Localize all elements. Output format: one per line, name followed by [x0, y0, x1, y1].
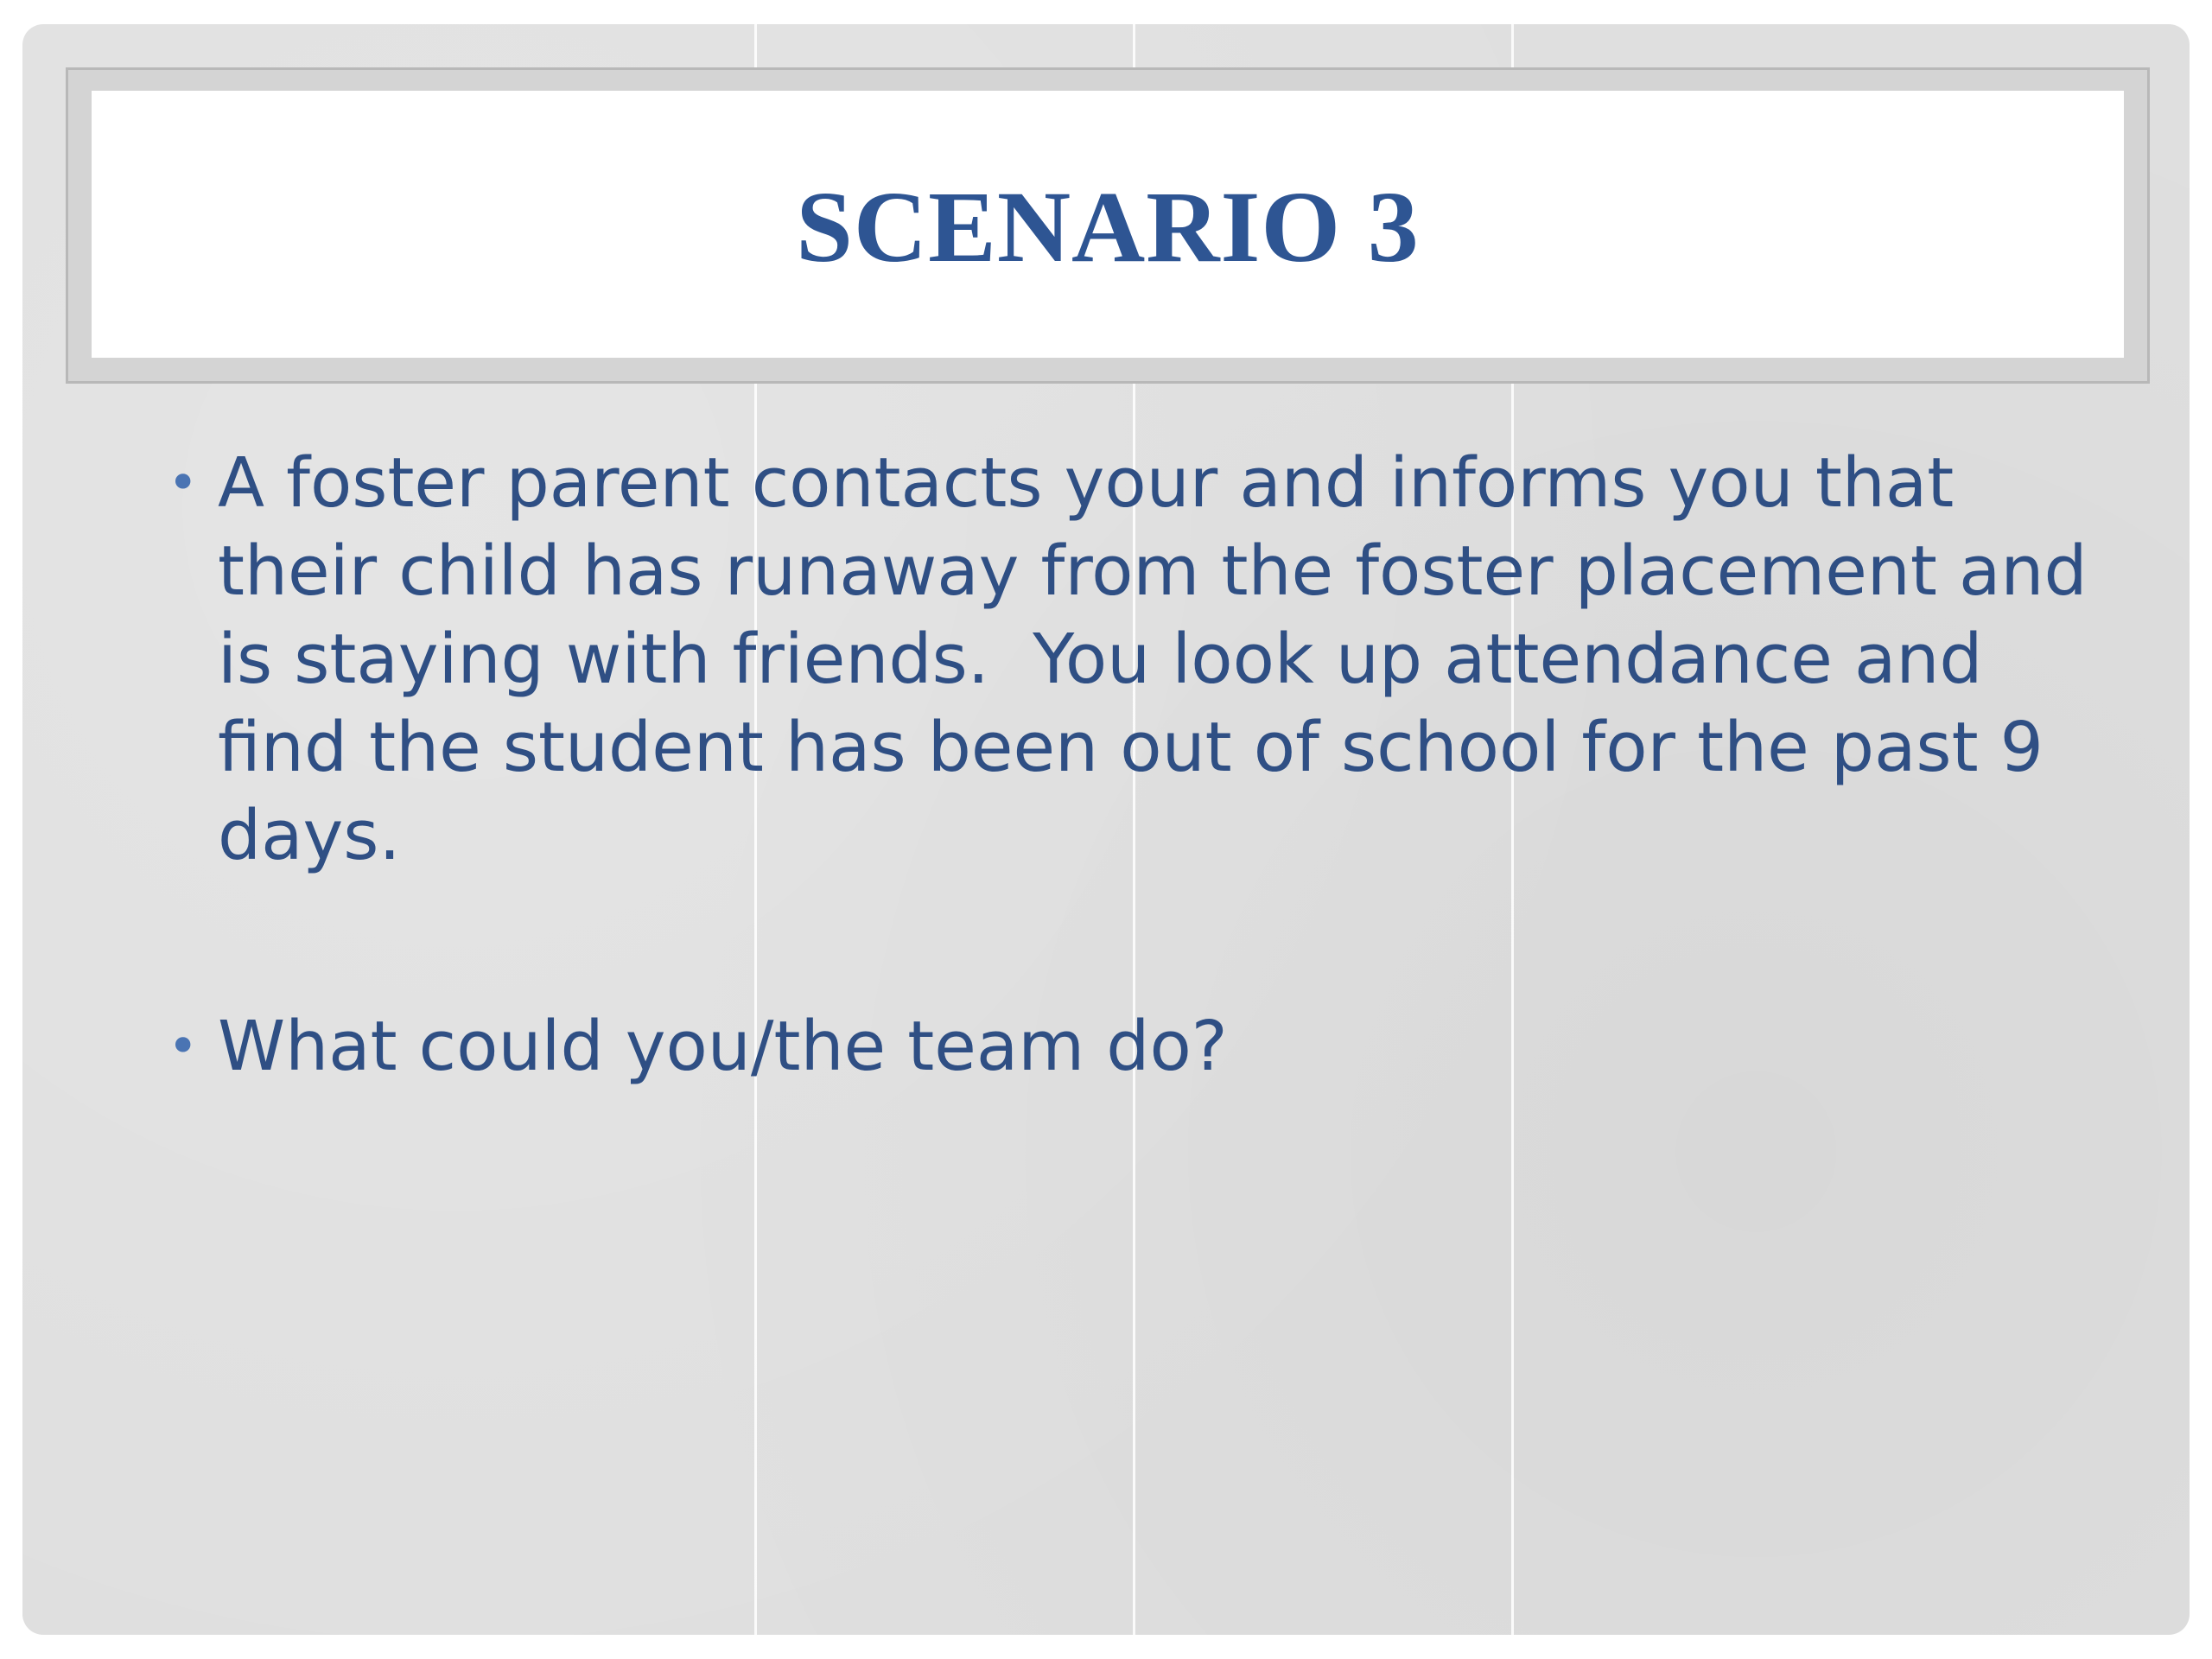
- bullet-list: [161, 439, 2109, 1090]
- bullet-text: A foster parent contacts your and informs you that their child has runaway from the foster placement and is staying with friends. You look up attendance and find the student has been out of school for the past 9 days.: [218, 443, 2109, 875]
- bullet-item-scenario: [161, 439, 2109, 880]
- title-frame: [66, 67, 2150, 384]
- title-box: [92, 91, 2124, 358]
- bullet-dot-icon: •: [168, 1016, 199, 1077]
- slide: [22, 24, 2190, 1635]
- bullet-text: What could you/the team do?: [218, 1007, 1228, 1086]
- bullet-dot-icon: •: [168, 453, 199, 513]
- bullet-item-question: [161, 1002, 2096, 1090]
- slide-title: SCENARIO 3: [796, 169, 1420, 283]
